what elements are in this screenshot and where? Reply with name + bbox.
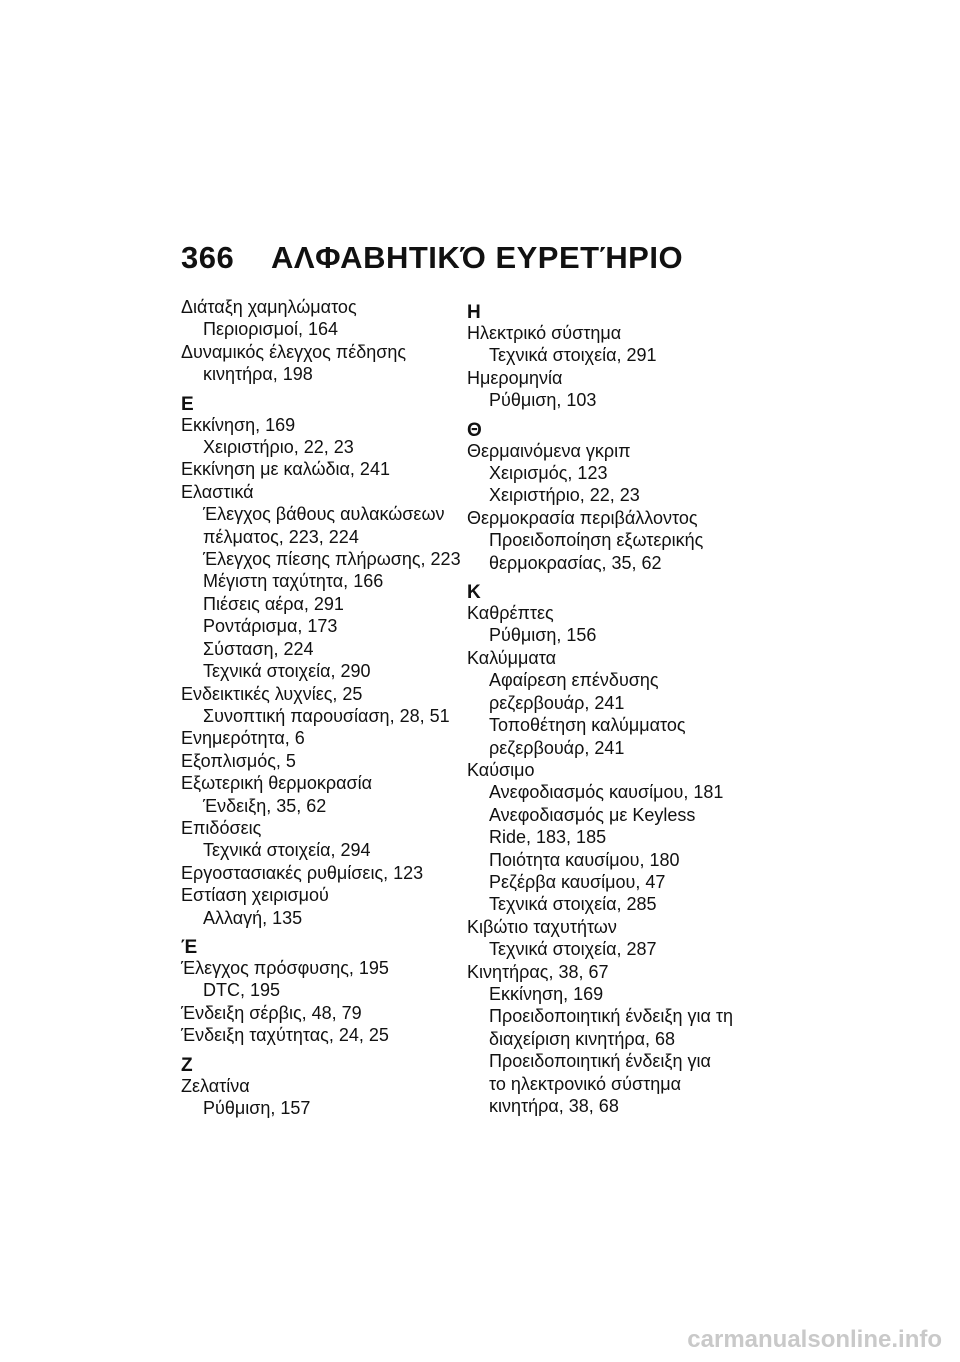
index-subentry: Πιέσεις αέρα, 291 bbox=[203, 593, 344, 614]
index-subentry: ρεζερβουάρ, 241 bbox=[489, 692, 625, 713]
index-subentry: Χειριστήριο, 22, 23 bbox=[489, 485, 640, 506]
index-section bbox=[181, 296, 471, 386]
index-subentry: κινητήρα, 198 bbox=[203, 364, 313, 385]
index-subentry: Χειρισμός, 123 bbox=[489, 463, 608, 484]
index-subentry: Αλλαγή, 135 bbox=[203, 907, 303, 928]
index-entry: Επιδόσεις bbox=[181, 817, 262, 838]
index-subentry: Τεχνικά στοιχεία, 291 bbox=[489, 345, 657, 366]
index-entry: Εστίαση χειρισμού bbox=[181, 885, 329, 906]
watermark: carmanualsonline.info bbox=[687, 1326, 942, 1353]
index-section bbox=[181, 936, 471, 1047]
index-subentry: διαχείριση κινητήρα, 68 bbox=[489, 1028, 676, 1049]
index-entry: Θερμοκρασία περιβάλλοντος bbox=[467, 507, 698, 528]
index-entry: Εξωτερική θερμοκρασία bbox=[181, 773, 373, 794]
index-entry: Ενημερότητα, 6 bbox=[181, 728, 305, 749]
index-subentry: Ρύθμιση, 157 bbox=[203, 1098, 311, 1118]
section-letter: Ε bbox=[181, 393, 194, 415]
index-subentry: το ηλεκτρονικό σύστημα bbox=[489, 1073, 682, 1094]
index-entry: Ημερομηνία bbox=[467, 367, 563, 388]
index-entry: Θερμαινόμενα γκριπ bbox=[467, 440, 631, 461]
page-title: ΑΛΦΑΒΗΤΙΚΌ ΕΥΡΕΤΉΡΙΟ bbox=[271, 240, 684, 275]
page-number: 366 bbox=[181, 240, 235, 275]
section-letter: Έ bbox=[181, 936, 198, 958]
index-subentry: Ροντάρισμα, 173 bbox=[203, 616, 338, 637]
index-subentry: Περιορισμοί, 164 bbox=[203, 319, 339, 340]
section-letter: Θ bbox=[467, 419, 482, 441]
index-section bbox=[181, 1054, 471, 1120]
index-subentry: Τεχνικά στοιχεία, 290 bbox=[203, 661, 371, 682]
index-subentry: Ρεζέρβα καυσίμου, 47 bbox=[489, 871, 666, 892]
index-entry: Ένδειξη ταχύτητας, 24, 25 bbox=[181, 1025, 389, 1046]
index-entry: Εξοπλισμός, 5 bbox=[181, 750, 296, 771]
index-subentry: Σύσταση, 224 bbox=[203, 638, 314, 659]
index-entry: Ελαστικά bbox=[181, 481, 254, 502]
index-section bbox=[181, 393, 471, 929]
index-entry: Καθρέπτες bbox=[467, 603, 554, 624]
index-subentry: Ride, 183, 185 bbox=[489, 827, 607, 848]
index-subentry: Ανεφοδιασμός καυσίμου, 181 bbox=[489, 782, 724, 803]
index-subentry: πέλματος, 223, 224 bbox=[203, 526, 359, 547]
index-subentry: Τεχνικά στοιχεία, 294 bbox=[203, 840, 371, 861]
index-subentry: Έλεγχος πίεσης πλήρωσης, 223 bbox=[203, 549, 461, 570]
index-subentry: Μέγιστη ταχύτητα, 166 bbox=[203, 571, 384, 592]
index-subentry: Αφαίρεση επένδυσης bbox=[489, 670, 659, 691]
index-entry: Καύσιμο bbox=[467, 759, 535, 780]
index-subentry: Συνοπτική παρουσίαση, 28, 51 bbox=[203, 705, 450, 726]
index-subentry: Τοποθέτηση καλύμματος bbox=[489, 715, 686, 736]
index-entry: Ένδειξη σέρβις, 48, 79 bbox=[181, 1002, 362, 1023]
index-entry: Ζελατίνα bbox=[181, 1075, 250, 1096]
index-column-left bbox=[181, 296, 471, 1129]
section-letter: Η bbox=[467, 302, 481, 323]
index-subentry: Ποιότητα καυσίμου, 180 bbox=[489, 849, 680, 870]
index-column-right bbox=[467, 296, 757, 1127]
index-entry: Καλύμματα bbox=[467, 647, 557, 668]
index-entry: Δυναμικός έλεγχος πέδησης bbox=[181, 341, 407, 362]
index-entry: Ενδεικτικές λυχνίες, 25 bbox=[181, 683, 363, 704]
index-subentry: Ένδειξη, 35, 62 bbox=[203, 795, 327, 816]
index-subentry: κινητήρα, 38, 68 bbox=[489, 1096, 619, 1116]
index-subentry: Χειριστήριο, 22, 23 bbox=[203, 437, 354, 458]
index-subentry: Προειδοποίηση εξωτερικής bbox=[489, 530, 704, 551]
index-subentry: Ανεφοδιασμός με Keyless bbox=[489, 804, 696, 825]
index-entry: Διάταξη χαμηλώματος bbox=[181, 297, 357, 317]
index-subentry: DTC, 195 bbox=[203, 980, 281, 1001]
index-section bbox=[467, 584, 757, 1117]
index-subentry: Προειδοποιητική ένδειξη για τη bbox=[489, 1006, 734, 1027]
index-entry: Έλεγχος πρόσφυσης, 195 bbox=[181, 957, 389, 978]
index-entry: Κιβώτιο ταχυτήτων bbox=[467, 916, 617, 937]
index-section bbox=[467, 304, 757, 412]
index-entry: Εκκίνηση με καλώδια, 241 bbox=[181, 459, 390, 480]
index-section bbox=[467, 419, 757, 574]
index-subentry: θερμοκρασίας, 35, 62 bbox=[489, 552, 662, 573]
index-entry: Ηλεκτρικό σύστημα bbox=[467, 323, 622, 343]
section-letter: Ζ bbox=[181, 1054, 193, 1076]
section-letter: Κ bbox=[467, 582, 481, 604]
index-subentry: ρεζερβουάρ, 241 bbox=[489, 737, 625, 758]
index-subentry: Ρύθμιση, 156 bbox=[489, 625, 597, 646]
index-subentry: Τεχνικά στοιχεία, 287 bbox=[489, 939, 657, 960]
index-subentry: Προειδοποιητική ένδειξη για bbox=[489, 1051, 711, 1072]
index-entry: Κινητήρας, 38, 67 bbox=[467, 961, 609, 982]
index-entry: Εκκίνηση, 169 bbox=[181, 414, 296, 435]
index-subentry: Ρύθμιση, 103 bbox=[489, 390, 597, 411]
index-subentry: Τεχνικά στοιχεία, 285 bbox=[489, 894, 657, 915]
index-entry: Εργοστασιακές ρυθμίσεις, 123 bbox=[181, 862, 424, 883]
index-subentry: Έλεγχος βάθους αυλακώσεων bbox=[203, 504, 445, 525]
index-subentry: Εκκίνηση, 169 bbox=[489, 983, 604, 1004]
